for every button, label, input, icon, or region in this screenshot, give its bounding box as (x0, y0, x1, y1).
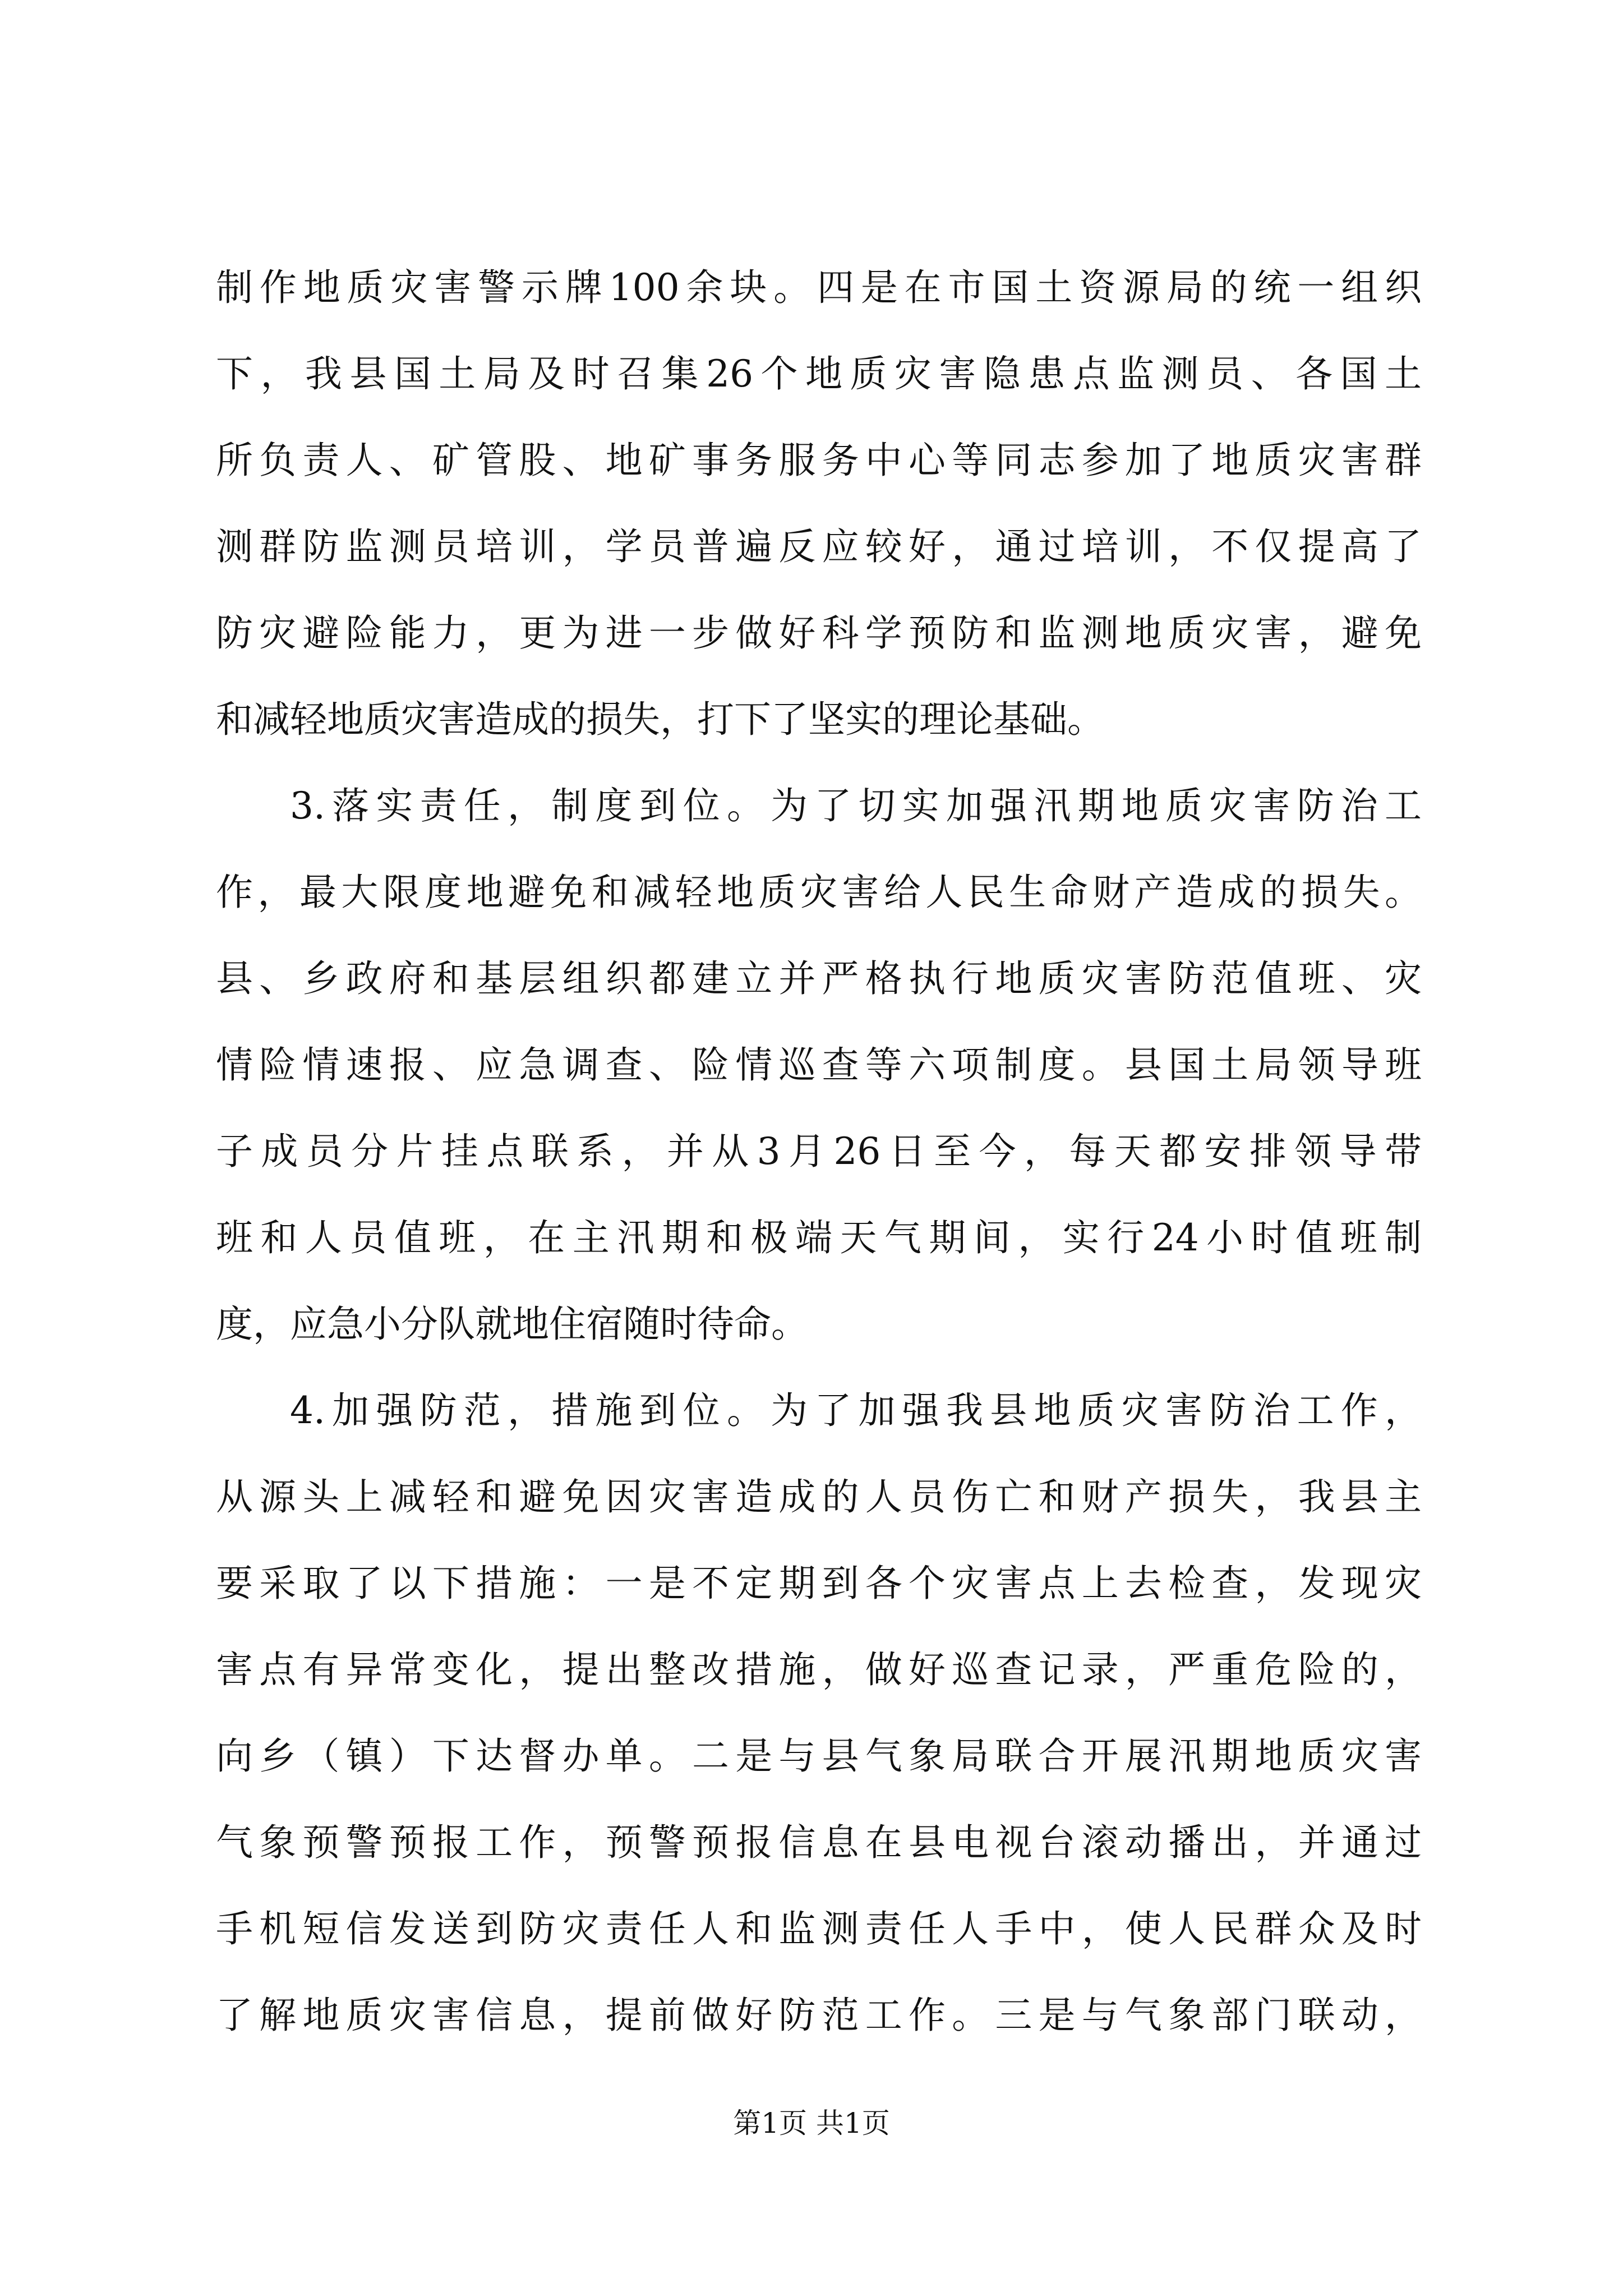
paragraph-line: 度，应急小分队就地住宿随时待命。 (216, 1303, 808, 1346)
paragraph-line: 4.加强防范，措施到位。为了加强我县地质灾害防治工作， (290, 1389, 1422, 1432)
page-footer (0, 2109, 1623, 2137)
paragraph-line: 害点有异常变化，提出整改措施，做好巡查记录，严重危险的， (216, 1648, 1422, 1691)
paragraph-line: 从源头上减轻和避免因灾害造成的人员伤亡和财产损失，我县主 (216, 1475, 1422, 1519)
document-body (216, 266, 1422, 2083)
paragraph-line: 要采取了以下措施：一是不定期到各个灾害点上去检查，发现灾 (216, 1562, 1422, 1605)
page-number-label: 第1页 共1页 (733, 2107, 890, 2139)
paragraph-line: 所负责人、矿管股、地矿事务服务中心等同志参加了地质灾害群 (216, 439, 1422, 482)
paragraph-line: 下，我县国土局及时召集26个地质灾害隐患点监测员、各国土 (216, 352, 1422, 395)
paragraph-line: 向乡（镇）下达督办单。二是与县气象局联合开展汛期地质灾害 (216, 1734, 1422, 1778)
paragraph-line: 班和人员值班，在主汛期和极端天气期间，实行24小时值班制 (216, 1216, 1422, 1259)
paragraph-line: 子成员分片挂点联系，并从3月26日至今，每天都安排领导带 (216, 1130, 1422, 1173)
paragraph-line: 手机短信发送到防灾责任人和监测责任人手中，使人民群众及时 (216, 1907, 1422, 1950)
paragraph-line: 作，最大限度地避免和减轻地质灾害给人民生命财产造成的损失。 (216, 871, 1422, 914)
paragraph-line: 情险情速报、应急调查、险情巡查等六项制度。县国土局领导班 (216, 1043, 1422, 1087)
paragraph-line: 县、乡政府和基层组织都建立并严格执行地质灾害防范值班、灾 (216, 957, 1422, 1000)
paragraph-line: 和减轻地质灾害造成的损失，打下了坚实的理论基础。 (216, 698, 1104, 741)
paragraph-line: 测群防监测员培训，学员普遍反应较好，通过培训，不仅提高了 (216, 525, 1422, 568)
paragraph-line: 防灾避险能力，更为进一步做好科学预防和监测地质灾害，避免 (216, 611, 1422, 655)
paragraph-line: 3.落实责任，制度到位。为了切实加强汛期地质灾害防治工 (290, 784, 1422, 827)
paragraph-line: 气象预警预报工作，预警预报信息在县电视台滚动播出，并通过 (216, 1821, 1422, 1864)
paragraph-line: 了解地质灾害信息，提前做好防范工作。三是与气象部门联动， (216, 1994, 1422, 2037)
paragraph-line: 制作地质灾害警示牌100余块。四是在市国土资源局的统一组织 (216, 266, 1422, 309)
